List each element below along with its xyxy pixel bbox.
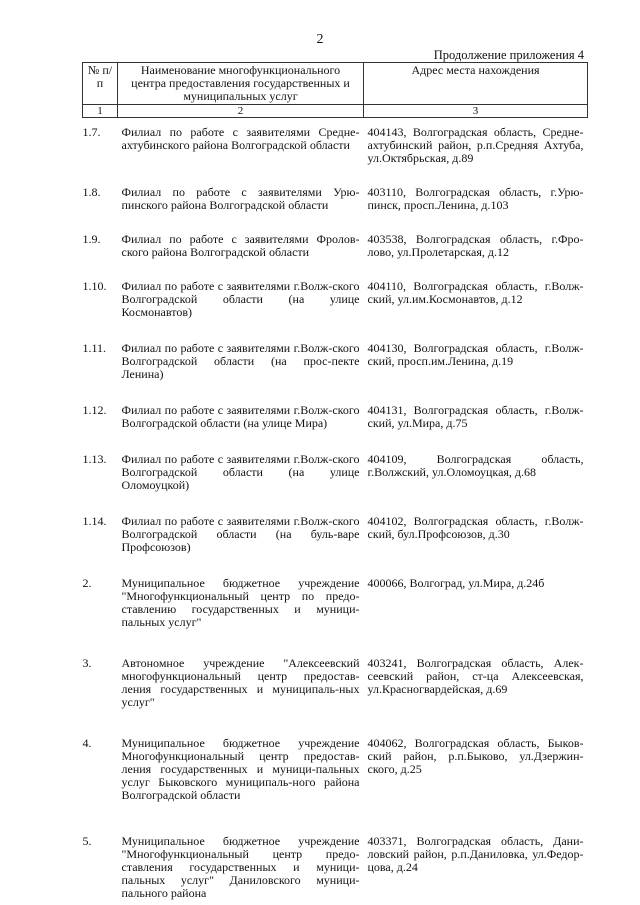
row-name: Филиал по работе с заявителями г.Волж-ского Волгоградской области (на улице Космонавтов) (121, 279, 360, 319)
table-row (83, 319, 588, 381)
table-row (83, 165, 588, 212)
row-number: 1.14. (82, 514, 107, 528)
table-row (83, 381, 588, 430)
row-number: 1.11. (82, 341, 107, 355)
row-address: 400066, Волгоград, ул.Мира, д.24б (367, 576, 545, 590)
column-number: 2 (118, 105, 364, 118)
row-address: 404143, Волгоградская область, Средне-ахтубинский район, р.п.Средняя Ахтуба, ул.Октябрьская, д.89 (367, 125, 584, 165)
row-address: 404109, Волгоградская область, г.Волжский, ул.Оломоуцкая, д.68 (367, 452, 584, 479)
row-name: Филиал по работе с заявителями Фролов-ского района Волгоградской области (121, 232, 360, 259)
row-address: 403241, Волгоградская область, Алек-сеевский район, ст-ца Алексеевская, ул.Красногвардейская, д.69 (367, 656, 584, 696)
column-number: 3 (364, 105, 588, 118)
row-number: 1.12. (82, 403, 107, 417)
table-row (83, 492, 588, 554)
table-row (83, 430, 588, 492)
row-address: 404102, Волгоградская область, г.Волж-ский, бул.Профсоюзов, д.30 (367, 514, 584, 541)
row-number: 5. (82, 834, 92, 848)
table-row (83, 259, 588, 319)
continuation-label: Продолжение приложения 4 (433, 48, 584, 62)
table-row (83, 802, 588, 900)
header-num: № п/п (83, 63, 118, 105)
row-name: Автономное учреждение "Алексеевский многофункциональный центр предостав-ления государственных и муниципаль-ных услуг" (121, 656, 360, 709)
header-name: Наименование многофункционального центра предоставления государственных и муниципальных услуг (118, 63, 364, 105)
header-row (83, 63, 588, 105)
row-address: 404131, Волгоградская область, г.Волж-ский, ул.Мира, д.75 (367, 403, 584, 430)
table-row (83, 554, 588, 629)
row-number: 4. (82, 736, 92, 750)
row-number: 3. (82, 656, 92, 670)
row-number: 1.10. (82, 279, 107, 293)
row-address: 404110, Волгоградская область, г.Волж-ский, ул.им.Космонавтов, д.12 (367, 279, 584, 306)
row-number: 1.8. (82, 185, 101, 199)
row-number: 1.7. (82, 125, 101, 139)
table-row (83, 118, 588, 166)
row-number: 1.9. (82, 232, 101, 246)
row-name: Филиал по работе с заявителями г.Волж-ского Волгоградской области (на улице Оломоуцкой) (121, 452, 360, 492)
column-number: 1 (83, 105, 118, 118)
row-name: Филиал по работе с заявителями г.Волж-ского Волгоградской области (на улице Мира) (121, 403, 360, 430)
row-address: 404062, Волгоградская область, Быков-ский район, р.п.Быково, ул.Дзержин-ского, д.25 (367, 736, 584, 776)
row-name: Филиал по работе с заявителями Средне-ахтубинского района Волгоградской области (121, 125, 360, 152)
row-address: 403371, Волгоградская область, Дани-ловский район, р.п.Даниловка, ул.Федор-цова, д.24 (367, 834, 584, 874)
table-row (83, 212, 588, 259)
page-number: 2 (316, 32, 324, 47)
row-name: Муниципальное бюджетное учреждение "Многофункциональный центр предо-ставления государственных и муници-пальных услуг" Даниловского муници-пального района (121, 834, 360, 900)
table-body (83, 118, 588, 901)
row-name: Муниципальное бюджетное учреждение "Многофункциональный центр по предо-ставлению государственных и муници-пальных услуг" (121, 576, 360, 629)
table-row (83, 709, 588, 802)
row-name: Филиал по работе с заявителями г.Волж-ского Волгоградской области (на прос-пекте Ленина) (121, 341, 360, 381)
column-number-row (83, 105, 588, 118)
row-name: Филиал по работе с заявителями г.Волж-ского Волгоградской области (на буль-варе Профсоюзов) (121, 514, 360, 554)
row-address: 403538, Волгоградская область, г.Фро-лово, ул.Пролетарская, д.12 (367, 232, 584, 259)
row-address: 404130, Волгоградская область, г.Волж-ский, просп.им.Ленина, д.19 (367, 341, 584, 368)
row-number: 1.13. (82, 452, 107, 466)
row-address: 403110, Волгоградская область, г.Урю-пинск, просп.Ленина, д.103 (367, 185, 584, 212)
row-name: Муниципальное бюджетное учреждение Многофункциональный центр предостав-ления государственных и муници-пальных услуг Быковского муниципаль-ного района Волгоградской области (121, 736, 360, 802)
row-number: 2. (82, 576, 92, 590)
mfc-table (82, 62, 588, 900)
header-address: Адрес места нахождения (364, 63, 588, 105)
table-row (83, 629, 588, 709)
row-name: Филиал по работе с заявителями Урю-пинского района Волгоградской области (121, 185, 360, 212)
